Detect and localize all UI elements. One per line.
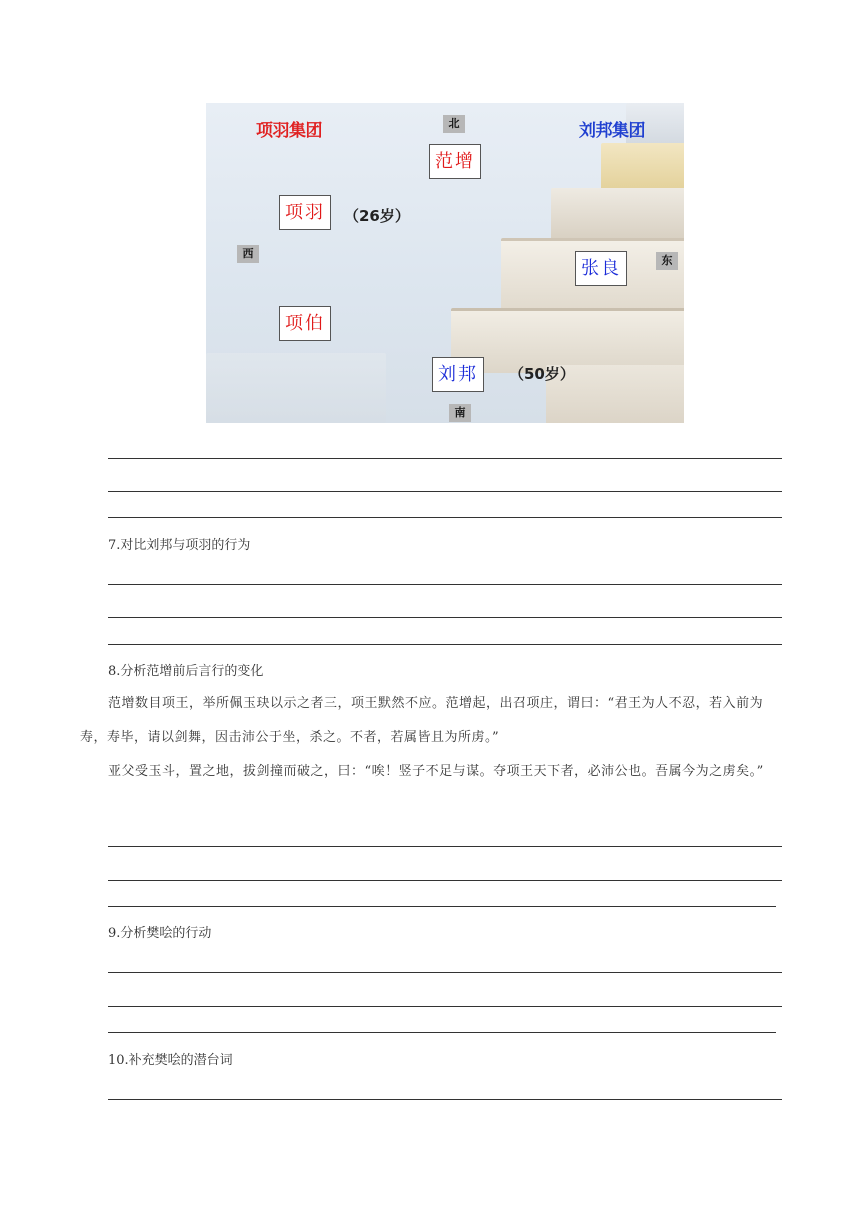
fan-zeng-seat: 范增 bbox=[429, 144, 481, 179]
direction-east: 东 bbox=[656, 252, 678, 270]
liu-bang-age: （50岁） bbox=[509, 365, 575, 383]
passage-paragraph-1: 范增数目项王，举所佩玉玦以示之者三，项王默然不应。范增起，出召项庄，谓曰：“君王为人不忍，若入前为寿，寿毕，请以剑舞，因击沛公于坐，杀之。不者，若属皆且为所虏。” bbox=[80, 696, 764, 745]
book-decoration bbox=[551, 188, 684, 240]
answer-line bbox=[108, 1006, 782, 1007]
liu-bang-seat: 刘邦 bbox=[432, 357, 484, 392]
answer-line bbox=[108, 584, 782, 585]
answer-line bbox=[108, 972, 782, 973]
question-7: 7.对比刘邦与项羽的行为 bbox=[108, 538, 251, 553]
seating-diagram bbox=[206, 103, 684, 423]
direction-south: 南 bbox=[449, 404, 471, 422]
answer-line bbox=[108, 846, 782, 847]
answer-line bbox=[108, 491, 782, 492]
passage-paragraph-2: 亚父受玉斗，置之地，拔剑撞而破之，曰：“唉！竖子不足与谋。夺项王天下者，必沛公也。吾属今为之虏矣。” bbox=[108, 764, 764, 779]
book-decoration bbox=[206, 353, 386, 423]
xiang-group-title: 项羽集团 bbox=[256, 121, 322, 141]
question-10: 10.补充樊哙的潜台词 bbox=[108, 1053, 233, 1068]
answer-line bbox=[108, 880, 782, 881]
answer-line bbox=[108, 906, 776, 907]
xiang-bo-seat: 项伯 bbox=[279, 306, 331, 341]
answer-line bbox=[108, 1099, 782, 1100]
question-8: 8.分析范增前后言行的变化 bbox=[108, 664, 264, 679]
book-decoration bbox=[601, 143, 684, 191]
question-9: 9.分析樊哙的行动 bbox=[108, 926, 212, 941]
xiang-yu-seat: 项羽 bbox=[279, 195, 331, 230]
answer-line bbox=[108, 617, 782, 618]
direction-north: 北 bbox=[443, 115, 465, 133]
direction-west: 西 bbox=[237, 245, 259, 263]
zhang-liang-seat: 张良 bbox=[575, 251, 627, 286]
xiang-yu-age: （26岁） bbox=[344, 207, 410, 225]
answer-line bbox=[108, 1032, 776, 1033]
answer-line bbox=[108, 644, 782, 645]
answer-line bbox=[108, 517, 782, 518]
liu-group-title: 刘邦集团 bbox=[579, 121, 645, 141]
answer-line bbox=[108, 458, 782, 459]
